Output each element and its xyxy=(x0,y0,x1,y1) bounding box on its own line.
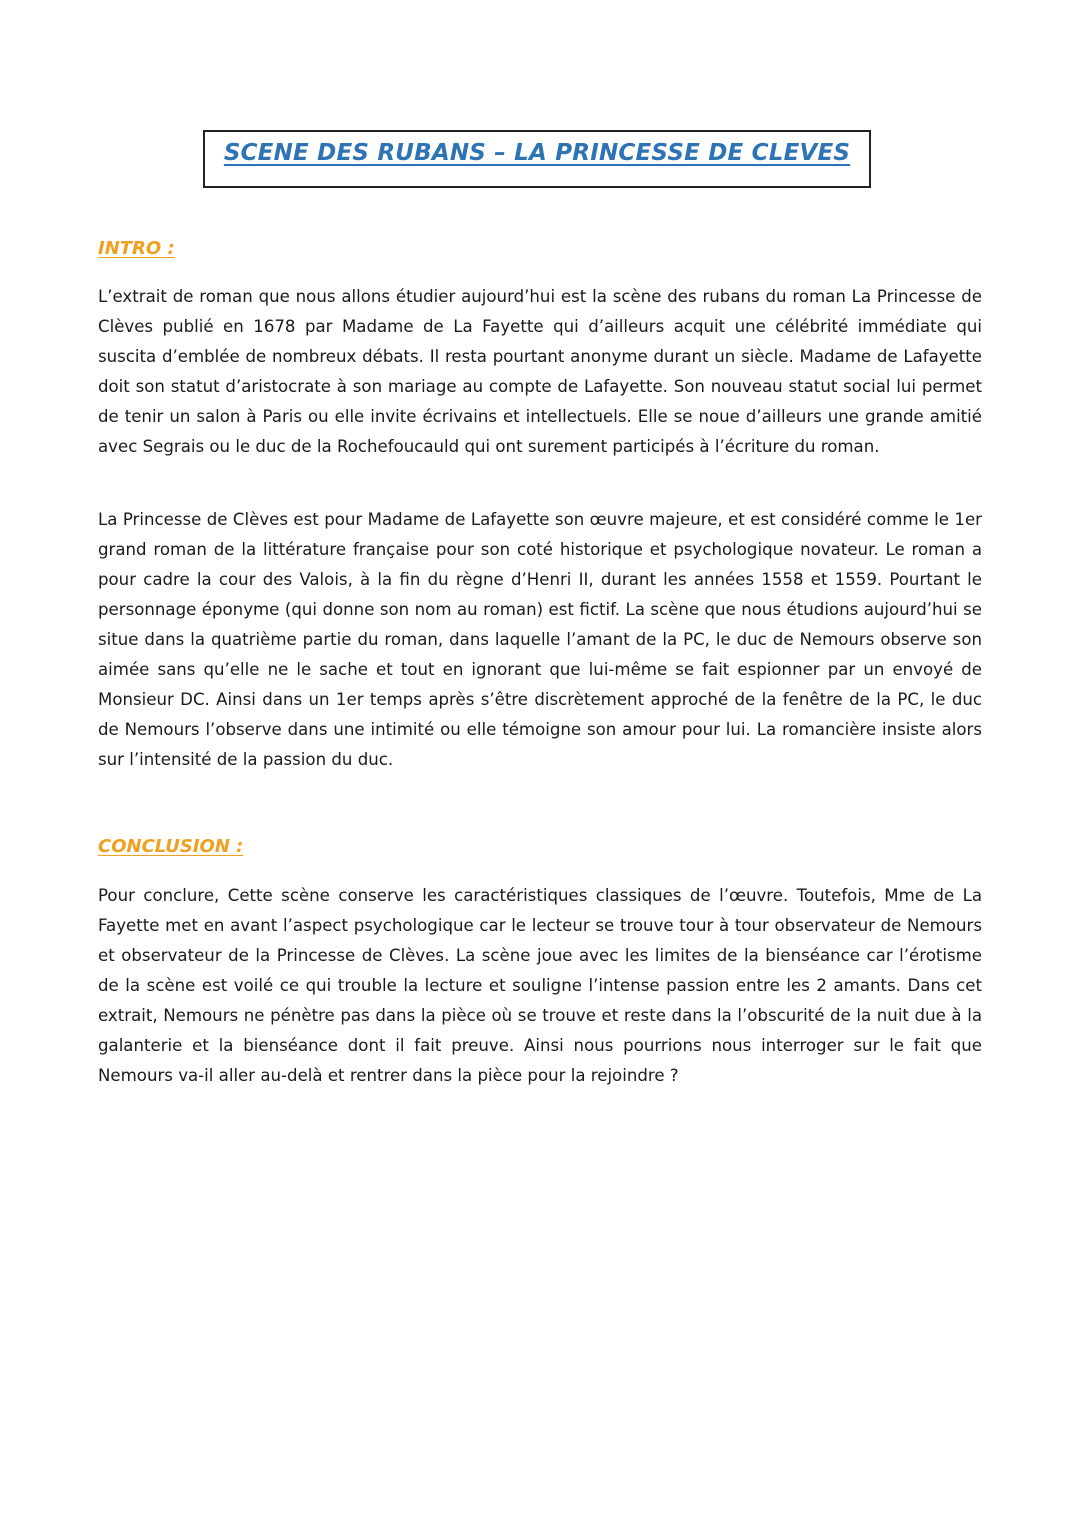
document-title: SCENE DES RUBANS – LA PRINCESSE DE CLEVES xyxy=(223,140,851,166)
intro-heading: INTRO : xyxy=(98,238,175,259)
intro-paragraph-2: La Princesse de Clèves est pour Madame de Lafayette son œuvre majeure, et est considéré comme le 1er grand roman de la littérature française pour son coté historique et psychologique novateur. Le roman a pour cadre la cour des Valois, à la fin du règne d’Henri II, durant les années 1558 et 1559. Pourtant le personnage éponyme (qui donne son nom au roman) est fictif. La scène que nous étudions aujourd’hui se situe dans la quatrième partie du roman, dans laquelle l’amant de la PC, le duc de Nemours observe son aimée sans qu’elle ne le sache et tout en ignorant que lui-même se fait espionner par un envoyé de Monsieur DC. Ainsi dans un 1er temps après s’être discrètement approché de la fenêtre de la PC, le duc de Nemours l’observe dans une intimité ou elle témoigne son amour pour lui. La romancière insiste alors sur l’intensité de la passion du duc. xyxy=(98,510,982,769)
intro-paragraph-1: L’extrait de roman que nous allons étudier aujourd’hui est la scène des rubans du roman La Princesse de Clèves publié en 1678 par Madame de La Fayette qui d’ailleurs acquit une célébrité immédiate qui suscita d’emblée de nombreux débats. Il resta pourtant anonyme durant un siècle. Madame de Lafayette doit son statut d’aristocrate à son mariage au compte de Lafayette. Son nouveau statut social lui permet de tenir un salon à Paris ou elle invite écrivains et intellectuels. Elle se noue d’ailleurs une grande amitié avec Segrais ou le duc de la Rochefoucauld qui ont surement participés à l’écriture du roman. xyxy=(98,287,982,456)
conclusion-heading: CONCLUSION : xyxy=(98,836,244,857)
conclusion-paragraph: Pour conclure, Cette scène conserve les caractéristiques classiques de l’œuvre. Toutefois, Mme de La Fayette met en avant l’aspect psychologique car le lecteur se trouve tour à tour observateur de Nemours et observateur de la Princesse de Clèves. La scène joue avec les limites de la bienséance car l’érotisme de la scène est voilé ce qui trouble la lecture et souligne l’intense passion entre les 2 amants. Dans cet extrait, Nemours ne pénètre pas dans la pièce où se trouve et reste dans la l’obscurité de la nuit due à la galanterie et la bienséance dont il fait preuve. Ainsi nous pourrions nous interroger sur le fait que Nemours va-il aller au-delà et rentrer dans la pièce pour la rejoindre ? xyxy=(98,886,982,1085)
title-box xyxy=(203,130,871,188)
